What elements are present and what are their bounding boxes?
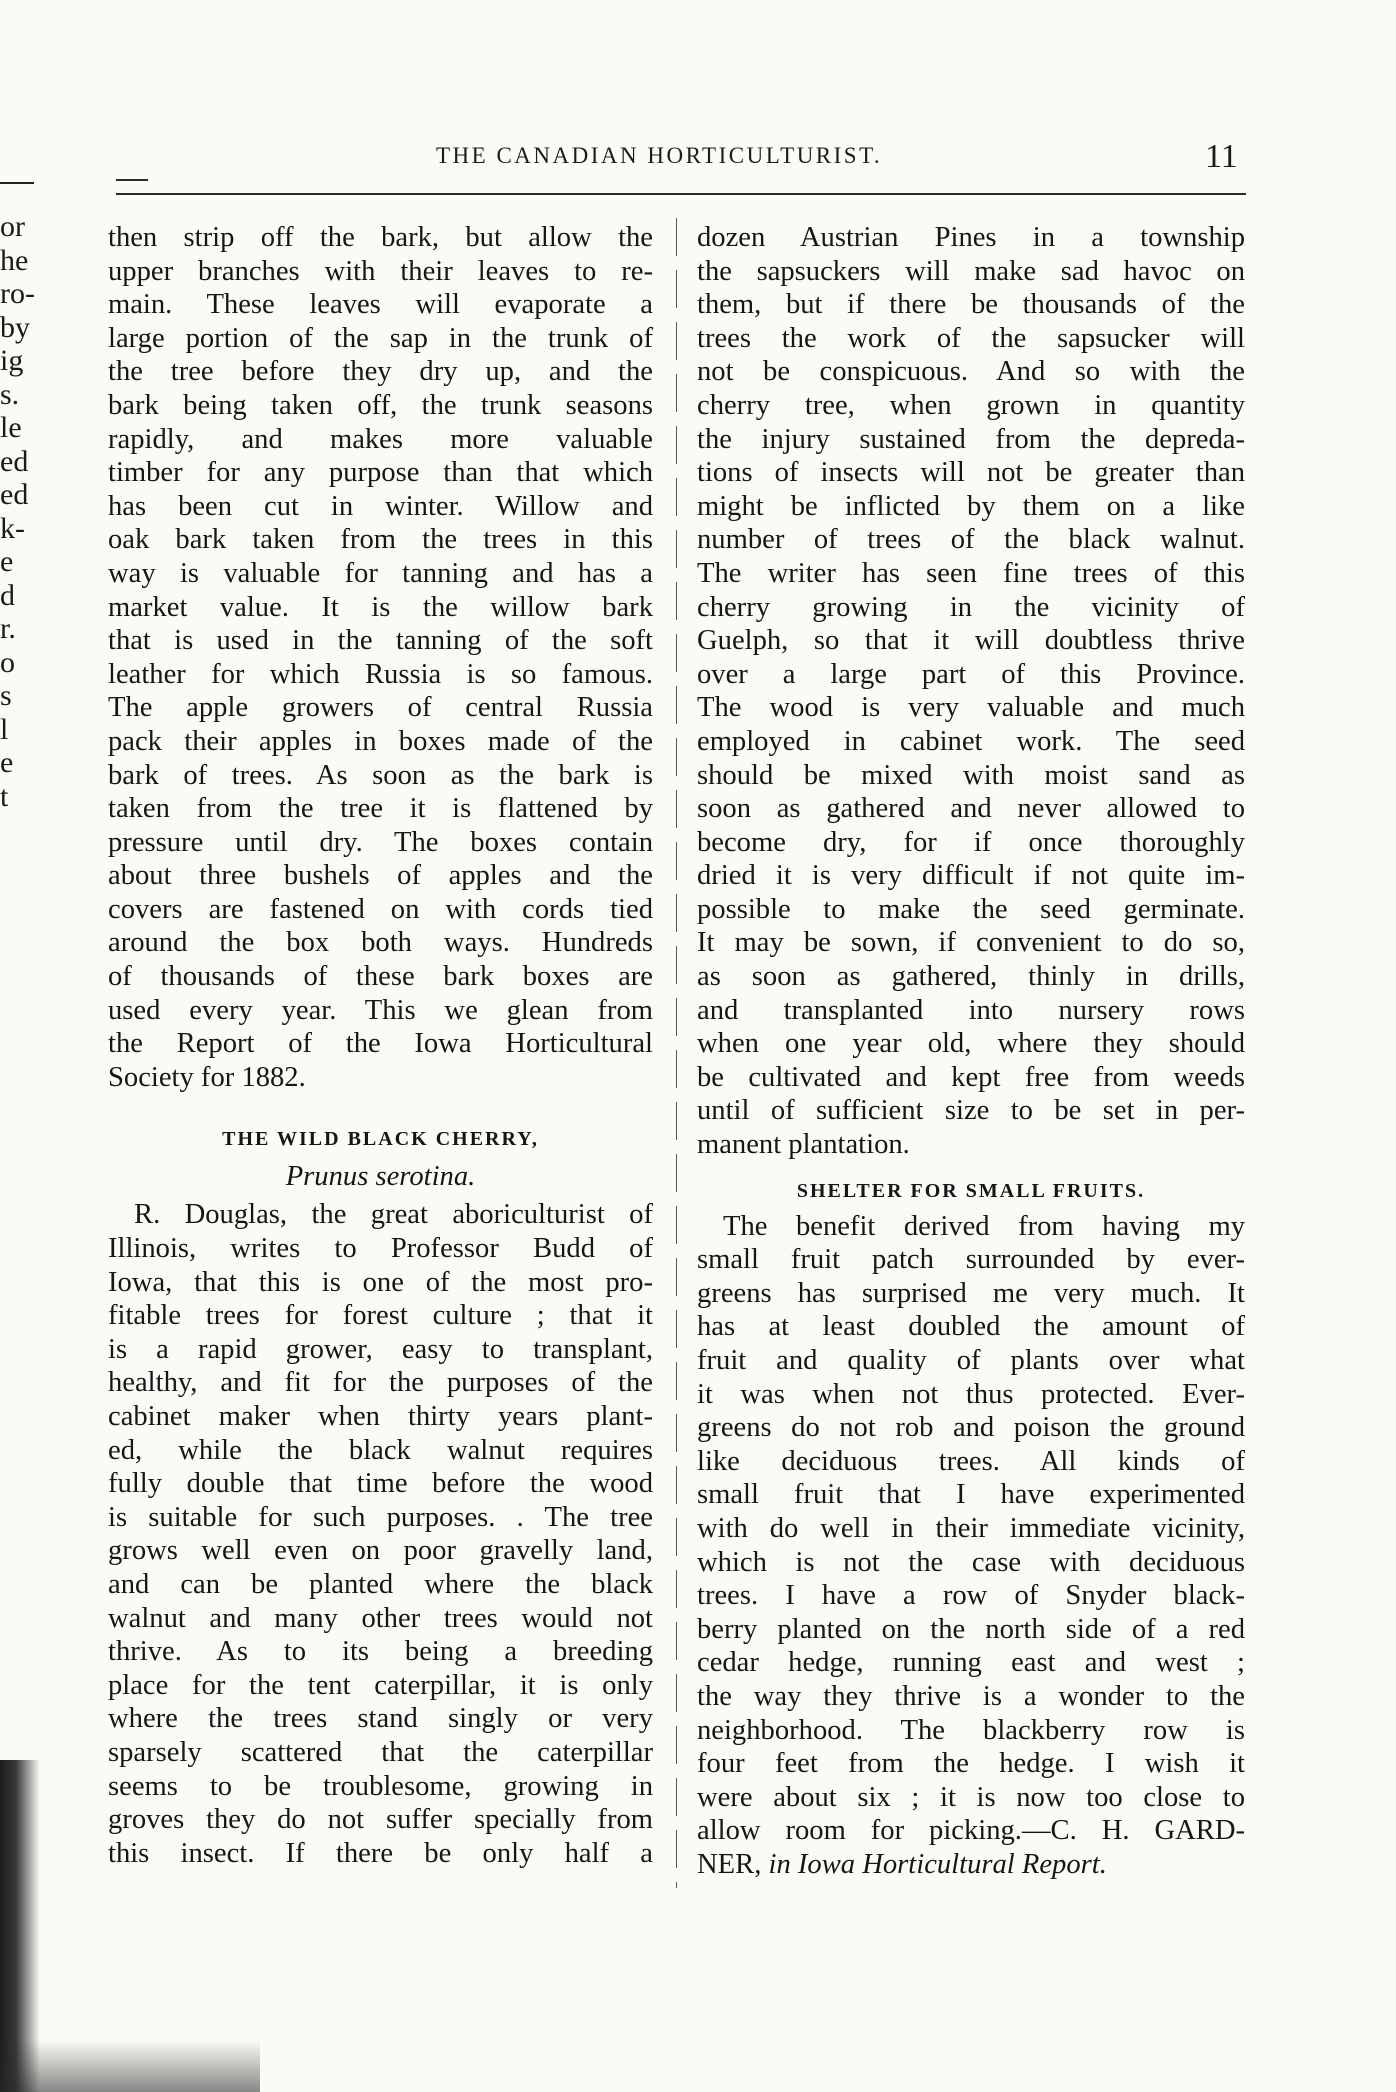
- text-line: cherry growing in the vicinity of: [697, 591, 1245, 623]
- text-line: covers are fastened on with cords tied: [108, 893, 653, 925]
- text-line: four feet from the hedge. I wish it: [697, 1748, 1245, 1780]
- text-line: is suitable for such purposes. . The tree: [108, 1501, 653, 1533]
- margin-fragment: t: [0, 779, 9, 813]
- text-line: where the trees stand singly or very: [108, 1703, 653, 1735]
- text-line: become dry, for if once thoroughly: [697, 826, 1245, 858]
- running-title: THE CANADIAN HORTICULTURIST.: [436, 143, 883, 168]
- text-line: bark being taken off, the trunk seasons: [108, 389, 653, 421]
- text-line: neighborhood. The blackberry row is: [697, 1714, 1245, 1746]
- text-line: not be conspicuous. And so with the: [697, 356, 1245, 388]
- text-line: used every year. This we glean from: [108, 994, 653, 1026]
- margin-fragment: o: [0, 645, 15, 679]
- text-line: leather for which Russia is so famous.: [108, 658, 653, 690]
- column-divider: [676, 218, 677, 1888]
- text-line: seems to be troublesome, growing in: [108, 1770, 653, 1802]
- text-line: them, but if there be thousands of the: [697, 289, 1245, 321]
- left-column: [108, 221, 653, 1870]
- text-line: the injury sustained from the depreda-: [697, 423, 1245, 455]
- header-rule: [116, 193, 1246, 195]
- page-number: 11: [1205, 138, 1238, 175]
- text-line: over a large part of this Province.: [697, 658, 1245, 690]
- text-line: way is valuable for tanning and has a: [108, 557, 653, 589]
- section-subtitle-prunus: Prunus serotina.: [285, 1161, 476, 1193]
- header-mark: [116, 179, 148, 181]
- margin-fragment: s.: [0, 377, 20, 411]
- text-line: has at least doubled the amount of: [697, 1311, 1245, 1343]
- text-line: timber for any purpose than that which: [108, 457, 653, 489]
- section-title-shelter: SHELTER FOR SMALL FRUITS.: [796, 1179, 1146, 1202]
- text-line: ed, while the black walnut requires: [108, 1434, 653, 1466]
- text-line: fully double that time before the wood: [108, 1468, 653, 1500]
- text-line: main. These leaves will evaporate a: [108, 289, 653, 321]
- margin-fragment: r.: [0, 612, 16, 645]
- text-line: large portion of the sap in the trunk of: [108, 322, 653, 354]
- facing-page-margin: [0, 210, 42, 813]
- text-line: cabinet maker when thirty years plant-: [108, 1401, 653, 1432]
- text-line: and transplanted into nursery rows: [697, 994, 1245, 1026]
- text-line: which is not the case with deciduous: [697, 1546, 1245, 1578]
- text-line: has been cut in winter. Willow and: [108, 490, 653, 522]
- text-line: of thousands of these bark boxes are: [108, 961, 653, 993]
- text-line: market value. It is the willow bark: [108, 591, 653, 623]
- text-line: tions of insects will not be greater than: [697, 457, 1245, 489]
- margin-fragment: d: [0, 578, 15, 612]
- margin-fragment: e: [0, 746, 14, 779]
- text-line: greens do not rob and poison the ground: [697, 1412, 1245, 1444]
- text-line: place for the tent caterpillar, it is only: [108, 1669, 653, 1701]
- margin-fragment: ed: [0, 444, 29, 478]
- margin-fragment: ed: [0, 478, 29, 511]
- text-line: upper branches with their leaves to re-: [108, 255, 653, 287]
- text-line: it was when not thus protected. Ever-: [697, 1378, 1245, 1410]
- text-line: this insect. If there be only half a: [108, 1837, 653, 1869]
- margin-fragment: k-: [0, 511, 25, 545]
- paragraph-cherry-continued: [697, 221, 1245, 1162]
- right-column: [697, 221, 1245, 1882]
- attribution-line: [697, 1848, 1245, 1882]
- text-line: be cultivated and kept free from weeds: [697, 1061, 1245, 1093]
- margin-fragment: ro-: [0, 277, 35, 310]
- text-line: with do well in their immediate vicinity,: [697, 1512, 1245, 1544]
- text-line: thrive. As to its being a breeding: [108, 1636, 653, 1668]
- text-line: rapidly, and makes more valuable: [108, 423, 653, 455]
- text-line: small fruit that I have experimented: [697, 1479, 1245, 1511]
- margin-fragment: s: [0, 679, 12, 712]
- text-line: oak bark taken from the trees in this: [108, 524, 653, 556]
- text-line: might be inflicted by them on a like: [697, 490, 1245, 522]
- text-line: dried it is very difficult if not quite im-: [697, 860, 1245, 892]
- section-title-wild-black-cherry: THE WILD BLACK CHERRY,: [222, 1128, 539, 1151]
- margin-fragment: l: [0, 712, 9, 746]
- text-line: as soon as gathered, thinly in drills,: [697, 961, 1245, 993]
- text-line: Illinois, writes to Professor Budd of: [108, 1233, 653, 1265]
- text-line: until of sufficient size to be set in per-: [697, 1095, 1245, 1127]
- text-line: fruit and quality of plants over what: [697, 1345, 1245, 1376]
- text-line: small fruit patch surrounded by ever-: [697, 1244, 1245, 1276]
- margin-fragment: e: [0, 545, 14, 578]
- text-line: taken from the tree it is flattened by: [108, 793, 653, 825]
- text-line: bark of trees. As soon as the bark is: [108, 759, 653, 791]
- text-line: The apple growers of central Russia: [108, 692, 653, 724]
- text-line: were about six ; it is now too close to: [697, 1781, 1245, 1813]
- text-line: possible to make the seed germinate.: [697, 893, 1245, 925]
- margin-fragment: or: [0, 210, 25, 243]
- margin-fragment: by: [0, 310, 30, 344]
- text-line: grows well even on poor gravelly land,: [108, 1535, 653, 1567]
- text-line: trees. I have a row of Snyder black-: [697, 1580, 1245, 1612]
- text-line: manent plantation.: [697, 1129, 910, 1161]
- text-line: employed in cabinet work. The seed: [697, 725, 1245, 757]
- text-line: groves they do not suffer specially from: [108, 1804, 653, 1836]
- text-line: Iowa, that this is one of the most pro-: [108, 1266, 653, 1298]
- paragraph-bark: [108, 221, 653, 1094]
- text-line: berry planted on the north side of a red: [697, 1613, 1245, 1645]
- text-line: greens has surprised me very much. It: [697, 1277, 1245, 1309]
- text-line: It may be sown, if convenient to do so,: [697, 927, 1245, 959]
- attribution-prefix: NER,: [697, 1848, 762, 1880]
- text-line: fitable trees for forest culture ; that it: [108, 1300, 653, 1332]
- text-line: allow room for picking.—C. H. GARD-: [697, 1815, 1245, 1847]
- text-line: the tree before they dry up, and the: [108, 356, 653, 388]
- text-line: that is used in the tanning of the soft: [108, 625, 653, 657]
- text-line: walnut and many other trees would not: [108, 1602, 653, 1634]
- text-line: pack their apples in boxes made of the: [108, 725, 653, 757]
- paragraph-shelter: [697, 1210, 1245, 1848]
- text-line: number of trees of the black walnut.: [697, 524, 1245, 556]
- text-line: around the box both ways. Hundreds: [108, 927, 653, 959]
- text-line: trees the work of the sapsucker will: [697, 322, 1245, 354]
- margin-fragment: ig: [0, 344, 24, 377]
- paragraph-douglas: [108, 1198, 653, 1870]
- text-line: sparsely scattered that the caterpillar: [108, 1736, 653, 1768]
- text-line: like deciduous trees. All kinds of: [697, 1445, 1245, 1477]
- text-line: soon as gathered and never allowed to: [697, 793, 1245, 825]
- text-line: Guelph, so that it will doubtless thrive: [697, 625, 1245, 657]
- facing-page-rule: [0, 182, 34, 184]
- margin-fragment: le: [0, 411, 22, 444]
- text-line: pressure until dry. The boxes contain: [108, 826, 653, 858]
- text-line: the Report of the Iowa Horticultural: [108, 1028, 653, 1060]
- text-line: and can be planted where the black: [108, 1568, 653, 1600]
- text-line: R. Douglas, the great aboriculturist of: [134, 1199, 653, 1231]
- text-line: Society for 1882.: [108, 1061, 306, 1093]
- margin-fragment: he: [0, 243, 29, 277]
- text-line: cherry tree, when grown in quantity: [697, 389, 1245, 421]
- attribution-source: in Iowa Horticultural Report.: [768, 1848, 1107, 1880]
- text-line: about three bushels of apples and the: [108, 860, 653, 892]
- text-line: healthy, and fit for the purposes of the: [108, 1367, 653, 1399]
- bottom-shadow: [0, 2040, 260, 2092]
- text-line: the way they thrive is a wonder to the: [697, 1680, 1245, 1712]
- text-line: cedar hedge, running east and west ;: [697, 1647, 1245, 1679]
- text-line: The wood is very valuable and much: [697, 692, 1245, 724]
- text-line: is a rapid grower, easy to transplant,: [108, 1333, 653, 1365]
- text-line: when one year old, where they should: [697, 1028, 1245, 1060]
- text-line: then strip off the bark, but allow the: [108, 222, 653, 253]
- text-line: The benefit derived from having my: [723, 1210, 1245, 1242]
- text-line: The writer has seen fine trees of this: [697, 557, 1245, 589]
- text-line: dozen Austrian Pines in a township: [697, 222, 1245, 253]
- text-line: the sapsuckers will make sad havoc on: [697, 255, 1245, 287]
- text-line: should be mixed with moist sand as: [697, 759, 1245, 791]
